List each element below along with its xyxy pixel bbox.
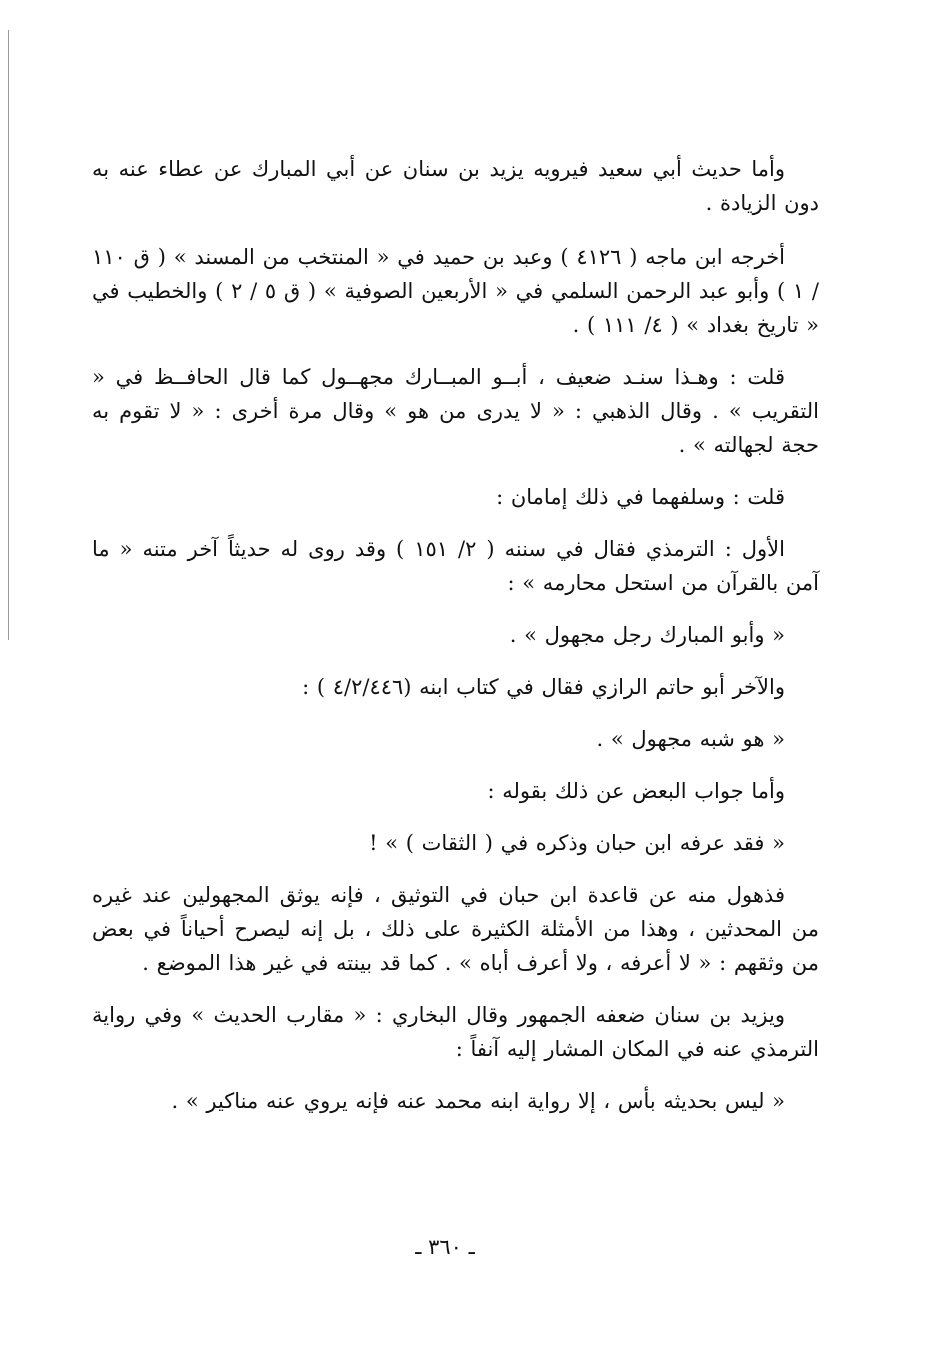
margin-rule	[8, 30, 9, 640]
paragraph-sanad-weak: قلت : وهـذا سنـد ضعيف ، أبــو المبــارك مجهــول كما قال الحافــظ في « التقريب » . وقال الذهبي : « لا يدرى من هو » وقال مرة أخرى : « لا تقوم به حجة لجهالته » .	[92, 365, 819, 457]
paragraph-first-tirmidhi: الأول : الترمذي فقال في سننه ( ٢/ ١٥١ ) وقد روى له حديثاً آخر متنه « ما آمن بالقرآن من استحل محارمه » :	[92, 537, 819, 595]
paragraph-abu-said-hadith: وأما حديث أبي سعيد فيرويه يزيد بن سنان عن أبي المبارك عن عطاء عنه به دون الزيادة .	[92, 157, 819, 215]
page-number: ـ ٣٦٠ ـ	[415, 1235, 475, 1259]
paragraph-takhrij: أخرجه ابن ماجه ( ٤١٢٦ ) وعبد بن حميد في « المنتخب من المسند » ( ق ١١٠ / ١ ) وأبو عبد الرحمن السلمي في « الأربعين الصوفية » ( ق ٥ / ٢ ) والخطيب في « تاريخ بغداد » ( ٤/ ١١١ ) .	[92, 245, 819, 337]
quote-abu-mubarak-majhul: « وأبو المبارك رجل مجهول » .	[509, 623, 785, 647]
paragraph-second-abu-hatim: والآخر أبو حاتم الرازي فقال في كتاب ابنه (٤/٢/٤٤٦ ) :	[302, 675, 785, 699]
paragraph-yazid-bin-sinan: ويزيد بن سنان ضعفه الجمهور وقال البخاري : « مقارب الحديث » وفي رواية الترمذي عنه في المكان المشار إليه آنفاً :	[92, 1003, 819, 1061]
paragraph-two-imams: قلت : وسلفهما في ذلك إمامان :	[496, 485, 785, 509]
main-text	[92, 152, 819, 1118]
paragraph-ibn-hibban-rule: فذهول منه عن قاعدة ابن حبان في التوثيق ، فإنه يوثق المجهولين عند غيره من المحدثين ، وهذا من الأمثلة الكثيرة على ذلك ، بل إنه ليصرح أحياناً في بعض من وثقهم : « لا أعرفه ، ولا أعرف أباه » . كما قد بينته في غير هذا الموضع .	[92, 883, 819, 975]
quote-laysa-bi-hadithihi: « ليس بحديثه بأس ، إلا رواية ابنه محمد عنه فإنه يروي عنه مناكير » .	[171, 1089, 785, 1113]
paragraph-reply-intro: وأما جواب البعض عن ذلك بقوله :	[487, 779, 785, 803]
quote-shibh-majhul: « هو شبه مجهول » .	[596, 727, 785, 751]
quote-ibn-hibban-thiqat: « فقد عرفه ابن حبان وذكره في ( الثقات ) » !	[369, 831, 785, 855]
